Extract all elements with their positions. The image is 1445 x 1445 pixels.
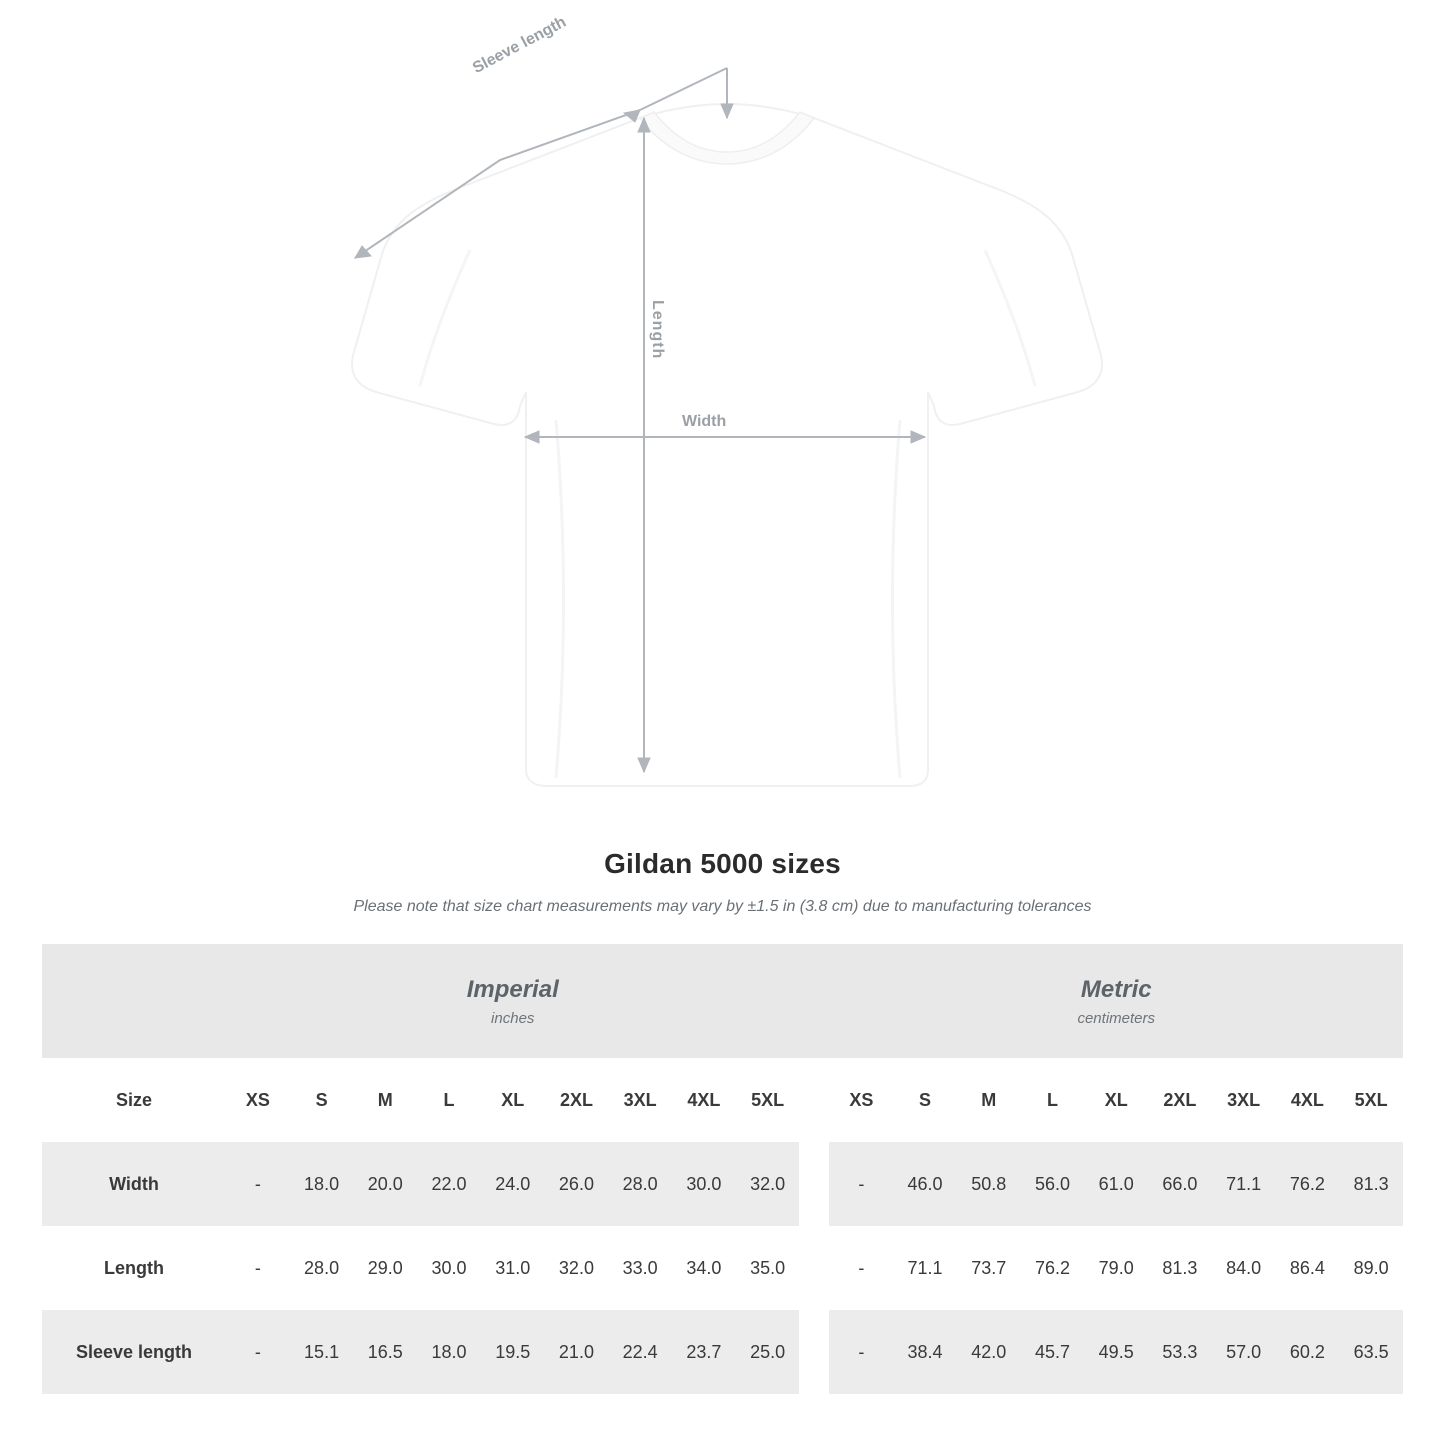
length-dimension-label: Length xyxy=(649,300,666,360)
column-gap xyxy=(799,1310,829,1394)
col-header-metric-xl: XL xyxy=(1084,1058,1148,1142)
cell-width-cm-4xl: 76.2 xyxy=(1276,1142,1340,1226)
unit-header-row xyxy=(42,944,1403,1058)
cell-width-in-5xl: 32.0 xyxy=(736,1142,800,1226)
col-header-metric-2xl: 2XL xyxy=(1148,1058,1212,1142)
column-gap xyxy=(799,1226,829,1310)
cell-width-cm-xs: - xyxy=(829,1142,893,1226)
cell-sleeve-cm-xl: 49.5 xyxy=(1084,1310,1148,1394)
cell-sleeve-in-5xl: 25.0 xyxy=(736,1310,800,1394)
cell-width-cm-3xl: 71.1 xyxy=(1212,1142,1276,1226)
cell-length-in-4xl: 34.0 xyxy=(672,1226,736,1310)
cell-length-cm-3xl: 84.0 xyxy=(1212,1226,1276,1310)
cell-length-in-2xl: 32.0 xyxy=(545,1226,609,1310)
cell-width-in-4xl: 30.0 xyxy=(672,1142,736,1226)
col-header-imperial-xl: XL xyxy=(481,1058,545,1142)
cell-width-cm-2xl: 66.0 xyxy=(1148,1142,1212,1226)
table-row-width xyxy=(42,1142,1403,1226)
cell-length-in-m: 29.0 xyxy=(353,1226,417,1310)
cell-length-in-l: 30.0 xyxy=(417,1226,481,1310)
col-header-metric-4xl: 4XL xyxy=(1276,1058,1340,1142)
row-header-size: Size xyxy=(42,1058,226,1142)
cell-sleeve-cm-3xl: 57.0 xyxy=(1212,1310,1276,1394)
cell-length-in-5xl: 35.0 xyxy=(736,1226,800,1310)
cell-length-cm-2xl: 81.3 xyxy=(1148,1226,1212,1310)
cell-width-cm-xl: 61.0 xyxy=(1084,1142,1148,1226)
col-header-metric-s: S xyxy=(893,1058,957,1142)
width-dimension-label: Width xyxy=(682,413,727,430)
cell-length-cm-xl: 79.0 xyxy=(1084,1226,1148,1310)
cell-length-cm-xs: - xyxy=(829,1226,893,1310)
col-header-imperial-l: L xyxy=(417,1058,481,1142)
tolerance-note: Please note that size chart measurements may vary by ±1.5 in (3.8 cm) due to manufacturing tolerances xyxy=(353,898,1092,915)
column-gap xyxy=(799,1058,829,1142)
row-label-sleeve-length: Sleeve length xyxy=(42,1310,226,1394)
table-row-sleeve-length xyxy=(42,1310,1403,1394)
table-row-length xyxy=(42,1226,1403,1310)
col-header-metric-5xl: 5XL xyxy=(1339,1058,1403,1142)
cell-length-in-s: 28.0 xyxy=(290,1226,354,1310)
cell-sleeve-in-l: 18.0 xyxy=(417,1310,481,1394)
cell-width-in-s: 18.0 xyxy=(290,1142,354,1226)
size-chart-table xyxy=(42,944,1403,1394)
cell-width-in-xs: - xyxy=(226,1142,290,1226)
cell-width-cm-l: 56.0 xyxy=(1021,1142,1085,1226)
unit-header-blank xyxy=(42,944,226,1058)
unit-header-gap xyxy=(799,944,829,1058)
cell-sleeve-cm-2xl: 53.3 xyxy=(1148,1310,1212,1394)
cell-width-in-m: 20.0 xyxy=(353,1142,417,1226)
cell-length-cm-l: 76.2 xyxy=(1021,1226,1085,1310)
unit-name-metric: Metric xyxy=(1080,975,1152,1003)
cell-length-cm-m: 73.7 xyxy=(957,1226,1021,1310)
cell-width-cm-5xl: 81.3 xyxy=(1339,1142,1403,1226)
cell-length-cm-s: 71.1 xyxy=(893,1226,957,1310)
col-header-imperial-m: M xyxy=(353,1058,417,1142)
column-gap xyxy=(799,1142,829,1226)
col-header-imperial-xs: XS xyxy=(226,1058,290,1142)
cell-width-in-2xl: 26.0 xyxy=(545,1142,609,1226)
tshirt-shape xyxy=(352,104,1102,786)
col-header-imperial-s: S xyxy=(290,1058,354,1142)
cell-width-in-3xl: 28.0 xyxy=(608,1142,672,1226)
unit-sub-imperial: inches xyxy=(491,1009,535,1027)
cell-sleeve-in-xs: - xyxy=(226,1310,290,1394)
size-table-container xyxy=(42,944,1403,1394)
cell-sleeve-in-3xl: 22.4 xyxy=(608,1310,672,1394)
cell-width-in-l: 22.0 xyxy=(417,1142,481,1226)
unit-name-imperial: Imperial xyxy=(466,975,559,1003)
row-label-width: Width xyxy=(42,1142,226,1226)
cell-sleeve-cm-l: 45.7 xyxy=(1021,1310,1085,1394)
cell-width-cm-m: 50.8 xyxy=(957,1142,1021,1226)
cell-sleeve-cm-m: 42.0 xyxy=(957,1310,1021,1394)
cell-length-cm-4xl: 86.4 xyxy=(1276,1226,1340,1310)
col-header-imperial-5xl: 5XL xyxy=(736,1058,800,1142)
title-block xyxy=(0,848,1445,916)
cell-sleeve-in-s: 15.1 xyxy=(290,1310,354,1394)
cell-sleeve-cm-4xl: 60.2 xyxy=(1276,1310,1340,1394)
col-header-metric-l: L xyxy=(1021,1058,1085,1142)
cell-length-cm-5xl: 89.0 xyxy=(1339,1226,1403,1310)
cell-sleeve-in-xl: 19.5 xyxy=(481,1310,545,1394)
size-header-row xyxy=(42,1058,1403,1142)
unit-header-imperial xyxy=(226,944,799,1058)
cell-sleeve-cm-5xl: 63.5 xyxy=(1339,1310,1403,1394)
cell-length-in-xs: - xyxy=(226,1226,290,1310)
unit-sub-metric: centimeters xyxy=(1077,1009,1155,1027)
col-header-imperial-2xl: 2XL xyxy=(545,1058,609,1142)
cell-sleeve-in-m: 16.5 xyxy=(353,1310,417,1394)
col-header-metric-3xl: 3XL xyxy=(1212,1058,1276,1142)
sleeve-length-dimension-label: Sleeve length xyxy=(470,13,570,78)
unit-header-metric xyxy=(829,944,1403,1058)
cell-sleeve-cm-xs: - xyxy=(829,1310,893,1394)
cell-width-cm-s: 46.0 xyxy=(893,1142,957,1226)
col-header-imperial-3xl: 3XL xyxy=(608,1058,672,1142)
cell-width-in-xl: 24.0 xyxy=(481,1142,545,1226)
cell-sleeve-cm-s: 38.4 xyxy=(893,1310,957,1394)
cell-sleeve-in-2xl: 21.0 xyxy=(545,1310,609,1394)
col-header-metric-xs: XS xyxy=(829,1058,893,1142)
row-label-length: Length xyxy=(42,1226,226,1310)
col-header-imperial-4xl: 4XL xyxy=(672,1058,736,1142)
page-title: Gildan 5000 sizes xyxy=(604,848,841,879)
cell-length-in-xl: 31.0 xyxy=(481,1226,545,1310)
col-header-metric-m: M xyxy=(957,1058,1021,1142)
cell-sleeve-in-4xl: 23.7 xyxy=(672,1310,736,1394)
cell-length-in-3xl: 33.0 xyxy=(608,1226,672,1310)
